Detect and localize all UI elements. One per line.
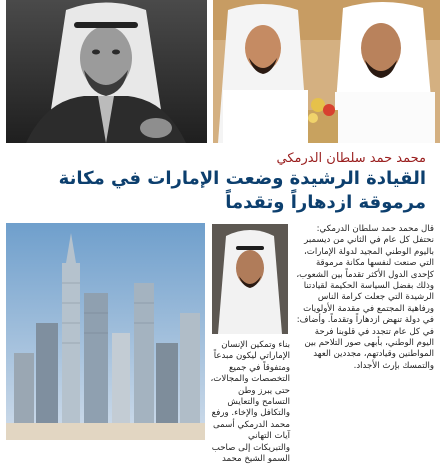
article-body-right: قال محمد حمد سلطان الدرمكي: نحتفل كل عام في الثاني من ديسمبر باليوم الوطني المجيد لدولة الإمارات، التي صنعت لنفسها مكانة مرموقة كإحدى الدول الأكثر تقدماً بين الشعوب، وذلك بفضل السياسة الحكيمة لقيادتنا الرشيدة التي جعلت كرامة الناس ورفاهية المجتمع في مقدمة الأولويات في دولة تنهض ازدهاراً وتقدماً. وأضاف: في كل عام تتجدد في قلوبنا فرحة اليوم الوطني، بأبهى صور التلاحم بين المواطنين وقيادتهم، مجددين العهد والتمسك بإرث الأجداد. <box>296 224 434 371</box>
portrait-image <box>6 0 207 143</box>
author-photo <box>212 224 288 334</box>
headline-line-1: القيادة الرشيدة وضعت الإمارات في مكانة <box>58 168 426 189</box>
skyline-image <box>6 223 205 440</box>
meeting-image <box>213 0 440 143</box>
portrait-photo <box>6 0 207 143</box>
meeting-photo <box>213 0 440 143</box>
skyline-photo <box>6 223 205 440</box>
headline-line-2: مرموقة ازدهاراً وتقدماً <box>225 192 426 213</box>
author-image <box>212 224 288 334</box>
article-body-middle: بناء وتمكين الإنسان الإماراتي ليكون مبدعاً ومتفوقاً في جميع التخصصات والمجالات، حتى يبرز وطن التسامح والتعايش والتكافل والإخاء. ورفع محمد الدرمكي أسمى آيات التهاني والتبريكات إلى صاحب السمو الشيخ محمد <box>210 340 290 465</box>
author-name: محمد حمد سلطان الدرمكي <box>276 151 426 166</box>
